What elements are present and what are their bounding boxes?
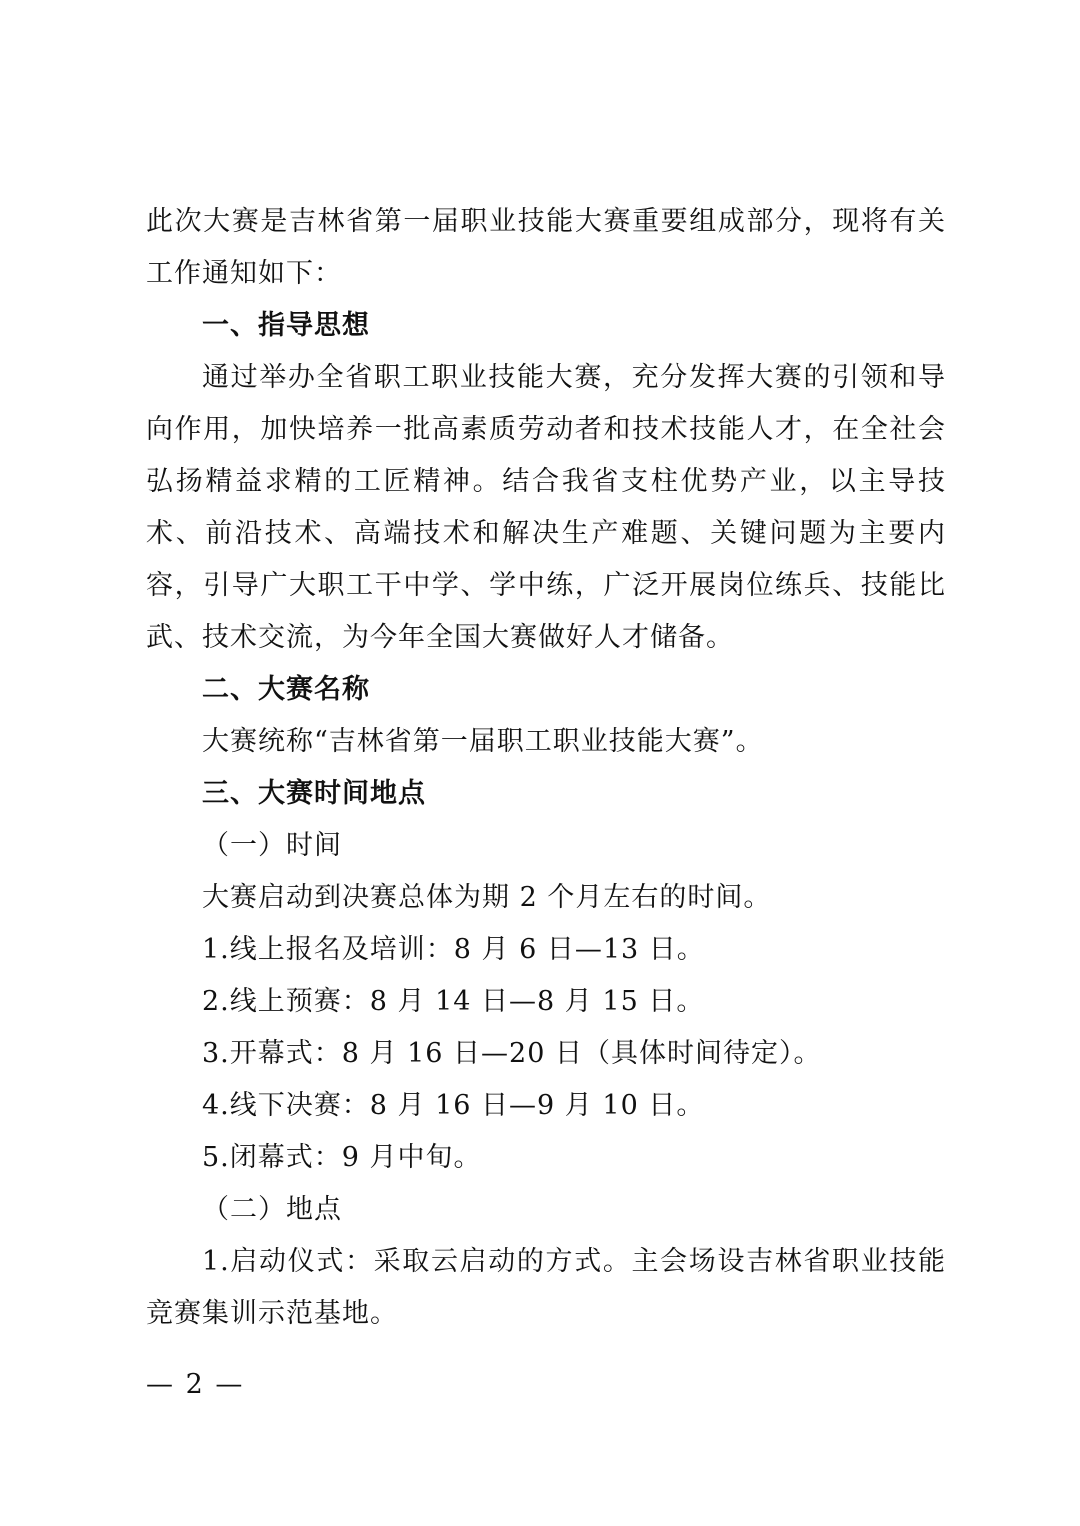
section-heading-contest-name: 二、大赛名称	[202, 674, 370, 705]
contest-name-paragraph: 大赛统称“吉林省第一届职工职业技能大赛”。	[202, 726, 764, 757]
page-number: — 2 —	[146, 1369, 245, 1400]
location-item-1: 1.启动仪式：采取云启动的方式。主会场设吉林省职业技能竞赛集训示范基地。	[146, 1246, 946, 1329]
section-heading-guiding-ideology: 一、指导思想	[202, 310, 370, 341]
time-item-3: 3.开幕式：8 月 16 日—20 日（具体时间待定）。	[202, 1038, 822, 1069]
section-heading-time-location: 三、大赛时间地点	[202, 778, 426, 809]
time-item-2: 2.线上预赛：8 月 14 日—8 月 15 日。	[202, 986, 705, 1017]
subsection-heading-time: （一）时间	[202, 830, 342, 861]
intro-paragraph: 此次大赛是吉林省第一届职业技能大赛重要组成部分，现将有关工作通知如下：	[146, 206, 946, 289]
time-item-1: 1.线上报名及培训：8 月 6 日—13 日。	[202, 934, 705, 965]
time-paragraph: 大赛启动到决赛总体为期 2 个月左右的时间。	[202, 882, 772, 913]
time-item-4: 4.线下决赛：8 月 16 日—9 月 10 日。	[202, 1090, 705, 1121]
document-body	[146, 196, 946, 1340]
guiding-ideology-paragraph: 通过举办全省职工职业技能大赛，充分发挥大赛的引领和导向作用，加快培养一批高素质劳动者和技术技能人才，在全社会弘扬精益求精的工匠精神。结合我省支柱优势产业，以主导技术、前沿技术、高端技术和解决生产难题、关键问题为主要内容，引导广大职工干中学、学中练，广泛开展岗位练兵、技能比武、技术交流，为今年全国大赛做好人才储备。	[146, 362, 946, 653]
subsection-heading-location: （二）地点	[202, 1194, 342, 1225]
time-item-5: 5.闭幕式：9 月中旬。	[202, 1142, 482, 1173]
